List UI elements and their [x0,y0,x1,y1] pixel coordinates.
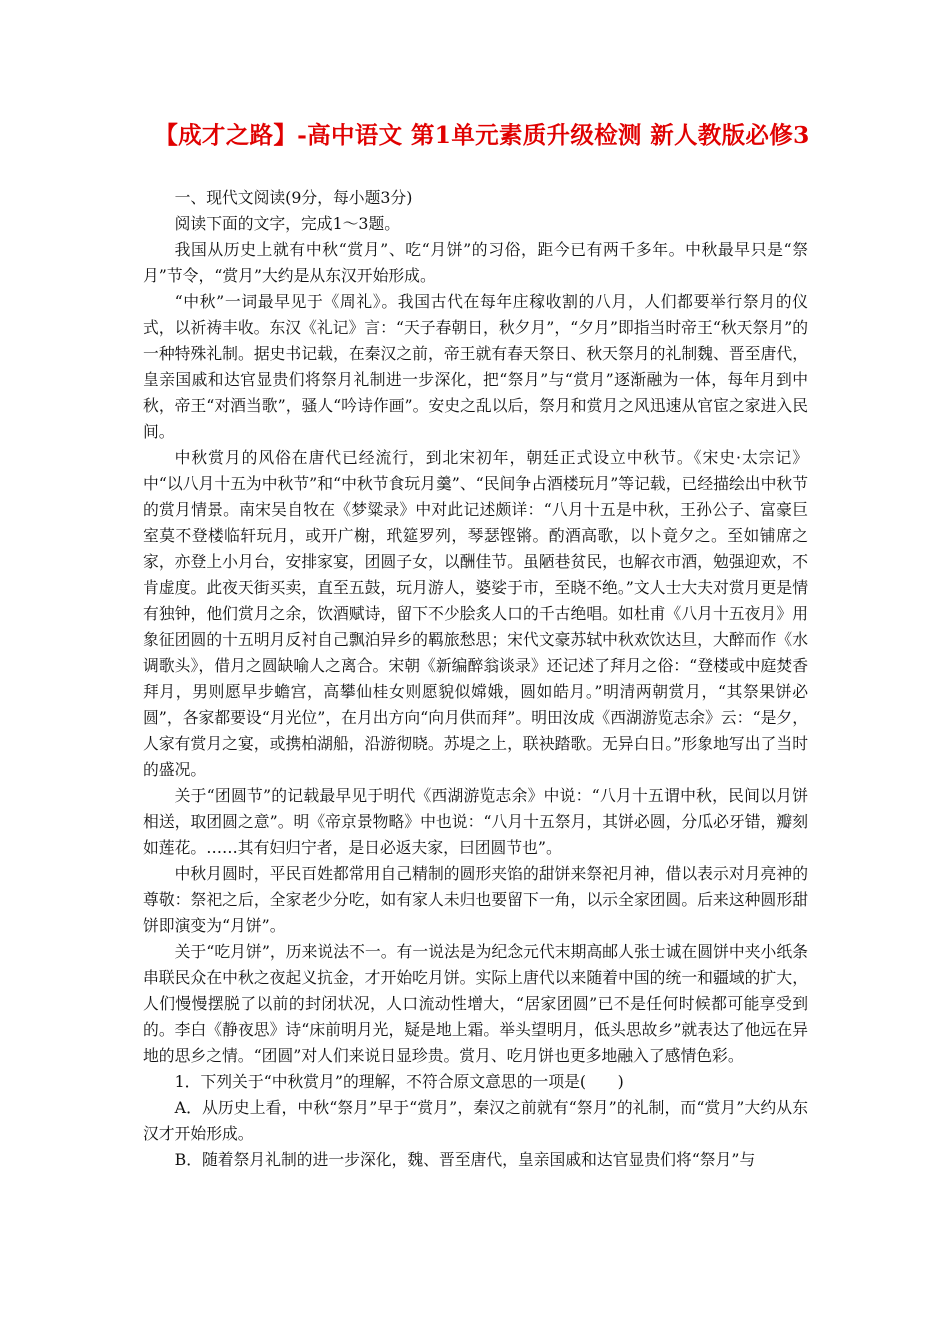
section-heading: 一、现代文阅读(9分，每小题3分) [174,188,413,207]
document-title: 【成才之路】-高中语文 第1单元素质升级检测 新人教版必修3 [154,121,810,149]
reading-instruction: 阅读下面的文字，完成1～3题。 [174,214,401,233]
passage-paragraph-4: 关于“团圆节”的记载最早见于明代《西湖游览志余》中说：“八月十五谓中秋，民间以月饼相送，取团圆之意”。明《帝京景物略》中也说：“八月十五祭月，其饼必圆，分瓜必牙错，瓣刻如莲花。……其有妇归宁者，是日必返夫家，曰团圆节也”。 [143,786,808,857]
passage-paragraph-6: 关于“吃月饼”，历来说法不一。有一说法是为纪念元代末期高邮人张士诚在圆饼中夹小纸条串联民众在中秋之夜起义抗金，才开始吃月饼。实际上唐代以来随着中国的统一和疆域的扩大，人们慢慢摆脱了以前的封闭状况，人口流动性增大，“居家团圆”已不是任何时候都可能享受到的。李白《静夜思》诗“床前明月光，疑是地上霜。举头望明月，低头思故乡”就表达了他远在异地的思乡之情。“团圆”对人们来说日显珍贵。赏月、吃月饼也更多地融入了感情色彩。 [143,942,808,1065]
passage-paragraph-1: 我国从历史上就有中秋“赏月”、吃“月饼”的习俗，距今已有两千多年。中秋最早只是“祭月”节令，“赏月”大约是从东汉开始形成。 [143,240,808,285]
question-1-option-a: A．从历史上看，中秋“祭月”早于“赏月”，秦汉之前就有“祭月”的礼制，而“赏月”大约从东汉才开始形成。 [143,1098,808,1143]
passage-paragraph-2: “中秋”一词最早见于《周礼》。我国古代在每年庄稼收割的八月，人们都要举行祭月的仪式，以祈祷丰收。东汉《礼记》言：“天子春朝日，秋夕月”，“夕月”即指当时帝王“秋天祭月”的一种特殊礼制。据史书记载，在秦汉之前，帝王就有春天祭日、秋天祭月的礼制魏、晋至唐代，皇亲国戚和达官显贵们将祭月礼制进一步深化，把“祭月”与“赏月”逐渐融为一体，每年月到中秋，帝王“对酒当歌”，骚人“吟诗作画”。安史之乱以后，祭月和赏月之风迅速从官宦之家进入民间。 [143,292,808,441]
document-body [143,185,808,1173]
question-1-stem: 1．下列关于“中秋赏月”的理解，不符合原文意思的一项是( ) [174,1072,624,1091]
passage-paragraph-5: 中秋月圆时，平民百姓都常用自己精制的圆形夹馅的甜饼来祭祀月神，借以表示对月亮神的尊敬：祭祀之后，全家老少分吃，如有家人未归也要留下一角，以示全家团圆。后来这种圆形甜饼即演变为“月饼”。 [143,864,808,935]
passage-paragraph-3: 中秋赏月的风俗在唐代已经流行，到北宋初年，朝廷正式设立中秋节。《宋史·太宗记》中“以八月十五为中秋节”和“中秋节食玩月羹”、“民间争占酒楼玩月”等记载，已经描绘出中秋节的赏月情景。南宋吴自牧在《梦粱录》中对此记述颇详：“八月十五是中秋，王孙公子、富豪巨室莫不登楼临轩玩月，或开广榭，玳筵罗列，琴瑟铿锵。酌酒高歌，以卜竟夕之。至如铺席之家，亦登上小月台，安排家宴，团圆子女，以酬佳节。虽陋巷贫民，也解衣市酒，勉强迎欢，不肯虚度。此夜天街买卖，直至五鼓，玩月游人，婆娑于市，至晓不绝。”文人士大夫对赏月更是情有独钟，他们赏月之余，饮酒赋诗，留下不少脍炙人口的千古绝唱。如杜甫《八月十五夜月》用象征团圆的十五明月反衬自己飘泊异乡的羁旅愁思；宋代文豪苏轼中秋欢饮达旦，大醉而作《水调歌头》，借月之圆缺喻人之离合。宋朝《新编醉翁谈录》还记述了拜月之俗：“登楼或中庭焚香拜月，男则愿早步蟾宫，高攀仙桂女则愿貌似嫦娥，圆如皓月。”明清两朝赏月，“其祭果饼必圆”，各家都要设“月光位”，在月出方向“向月供而拜”。明田汝成《西湖游览志余》云：“是夕，人家有赏月之宴，或携柏湖船，沿游彻晓。苏堤之上，联袂踏歌。无异白日。”形象地写出了当时的盛况。 [143,448,808,779]
question-1-option-b: B．随着祭月礼制的进一步深化，魏、晋至唐代，皇亲国戚和达官显贵们将“祭月”与 [174,1150,756,1169]
